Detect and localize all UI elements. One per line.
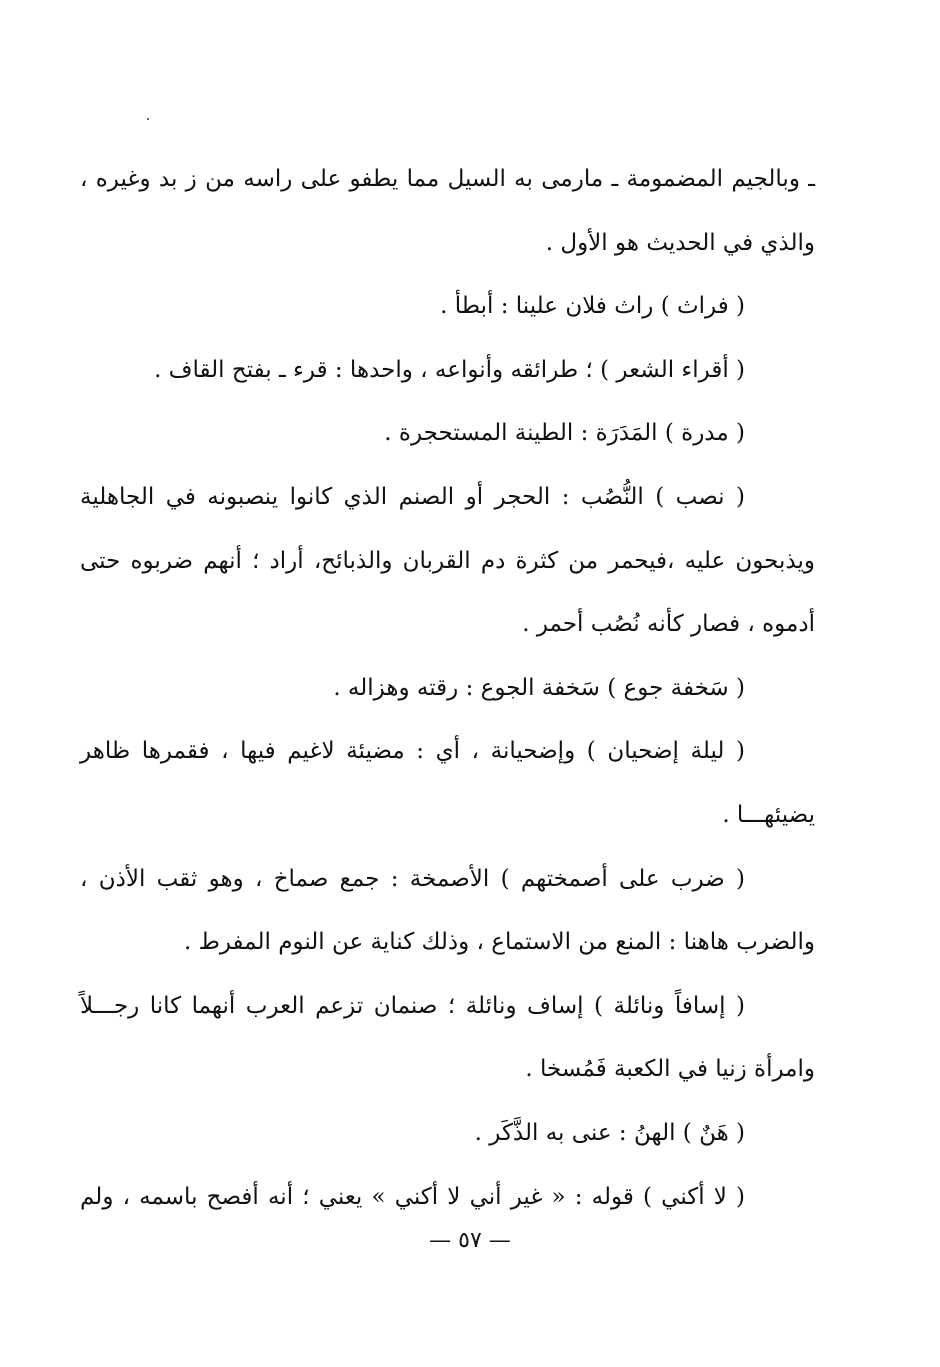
page-speck <box>147 118 149 120</box>
text-line: ( أقراء الشعر ) ؛ طرائقه وأنواعه ، واحدها : قرء ـ بفتح القاف . <box>154 356 745 383</box>
text-line: ( فراث ) راث فلان علينا : أبطأ . <box>440 293 745 320</box>
text-line: ويذبحون عليه ،فيحمر من كثرة دم القربان والذبائح، أراد ؛ أنهم ضربوه حتى <box>80 547 815 574</box>
text-line: يضيئهـــا . <box>722 801 815 828</box>
text-line: والذي في الحديث هو الأول . <box>545 229 815 256</box>
text-line: ( نصب ) النُّصُب : الحجر أو الصنم الذي كانوا ينصبونه في الجاهلية <box>80 483 745 510</box>
text-line: ـ وبالجيم المضمومة ـ مارمى به السيل مما يطفو على راسه من ز بد وغيره ، <box>80 166 816 192</box>
text-line: ( ليلة إضحيان ) وإضحيانة ، أي : مضيئة لاغيم فيها ، فقمرها ظاهر <box>80 738 745 765</box>
text-line: وامرأة زنيا في الكعبة فَمُسخا . <box>525 1056 815 1083</box>
page-body-text <box>80 148 815 1229</box>
text-line: أدموه ، فصار كأنه نُصُب أحمر . <box>522 611 815 638</box>
text-line: والضرب هاهنا : المنع من الاستماع ، وذلك كناية عن النوم المفرط . <box>183 929 815 956</box>
text-line: ( ضرب على أصمختهم ) الأصمخة : جمع صماخ ، وهو ثقب الأذن ، <box>80 865 745 892</box>
text-line: ( مدرة ) المَدَرَة : الطينة المستحجرة . <box>384 420 745 447</box>
text-line: ( هَنٌ ) الهنُ : عنى به الذَّكَر . <box>474 1119 745 1146</box>
text-line: ( إسافاً ونائلة ) إساف ونائلة ؛ صنمان تزعم العرب أنهما كانا رجـــلاً <box>80 992 745 1019</box>
page-number: — ٥٧ — <box>429 1228 511 1253</box>
text-line: ( لا أكني ) قوله : « غير أني لا أكني » يعني ؛ أنه أفصح باسمه ، ولم <box>80 1183 745 1210</box>
text-line: ( سَخفة جوع ) سَخفة الجوع : رقته وهزاله . <box>333 674 745 701</box>
